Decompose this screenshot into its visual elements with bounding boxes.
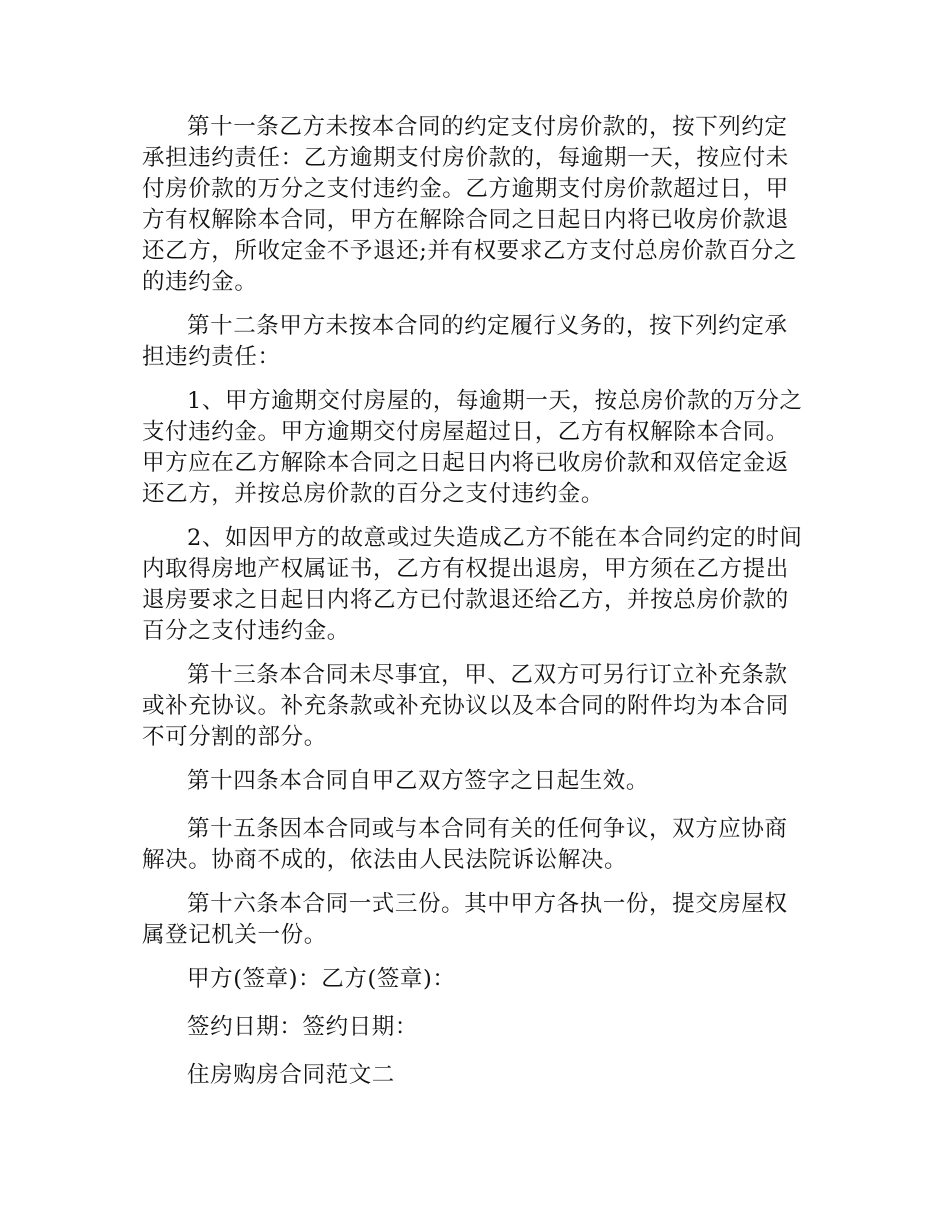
clause-11-paragraph: 第十一条乙方未按本合同的约定支付房价款的，按下列约定承担违约责任：乙方逾期支付房价款的，每逾期一天，按应付未付房价款的万分之支付违约金。乙方逾期支付房价款超过日，甲方有权解除本合同，甲方在解除合同之日起日内将已收房价款退还乙方，所收定金不予退还;并有权要求乙方支付总房价款百分之的违约金。 (142, 114, 797, 295)
clause-13-paragraph: 第十三条本合同未尽事宜，甲、乙双方可另行订立补充条款或补充协议。补充条款或补充协议以及本合同的附件均为本合同不可分割的部分。 (142, 662, 789, 750)
signature-line: 甲方(签章)：乙方(签章)： (187, 966, 456, 992)
clause-16-paragraph: 第十六条本合同一式三份。其中甲方各执一份，提交房屋权属登记机关一份。 (142, 891, 788, 948)
clause-14-paragraph: 第十四条本合同自甲乙双方签字之日起生效。 (187, 768, 650, 794)
clause-12-item-1: 1、甲方逾期交付房屋的，每逾期一天，按总房价款的万分之支付违约金。甲方逾期交付房屋超过日，乙方有权解除本合同。甲方应在乙方解除本合同之日起日内将已收房价款和双倍定金返还乙方，并按总房价款的百分之支付违约金。 (142, 388, 803, 507)
clause-12-paragraph: 第十二条甲方未按本合同的约定履行义务的，按下列约定承担违约责任： (142, 313, 788, 370)
signing-date-line: 签约日期：签约日期： (187, 1014, 419, 1040)
document-body (142, 112, 808, 1108)
clause-12-item-2: 2、如因甲方的故意或过失造成乙方不能在本合同约定的时间内取得房地产权属证书，乙方有权提出退房，甲方须在乙方提出退房要求之日起日内将乙方已付款退还给乙方，并按总房价款的百分之支付违约金。 (142, 525, 803, 644)
next-section-title: 住房购房合同范文二 (187, 1062, 395, 1088)
clause-15-paragraph: 第十五条因本合同或与本合同有关的任何争议，双方应协商解决。协商不成的，依法由人民法院诉讼解决。 (142, 816, 788, 873)
